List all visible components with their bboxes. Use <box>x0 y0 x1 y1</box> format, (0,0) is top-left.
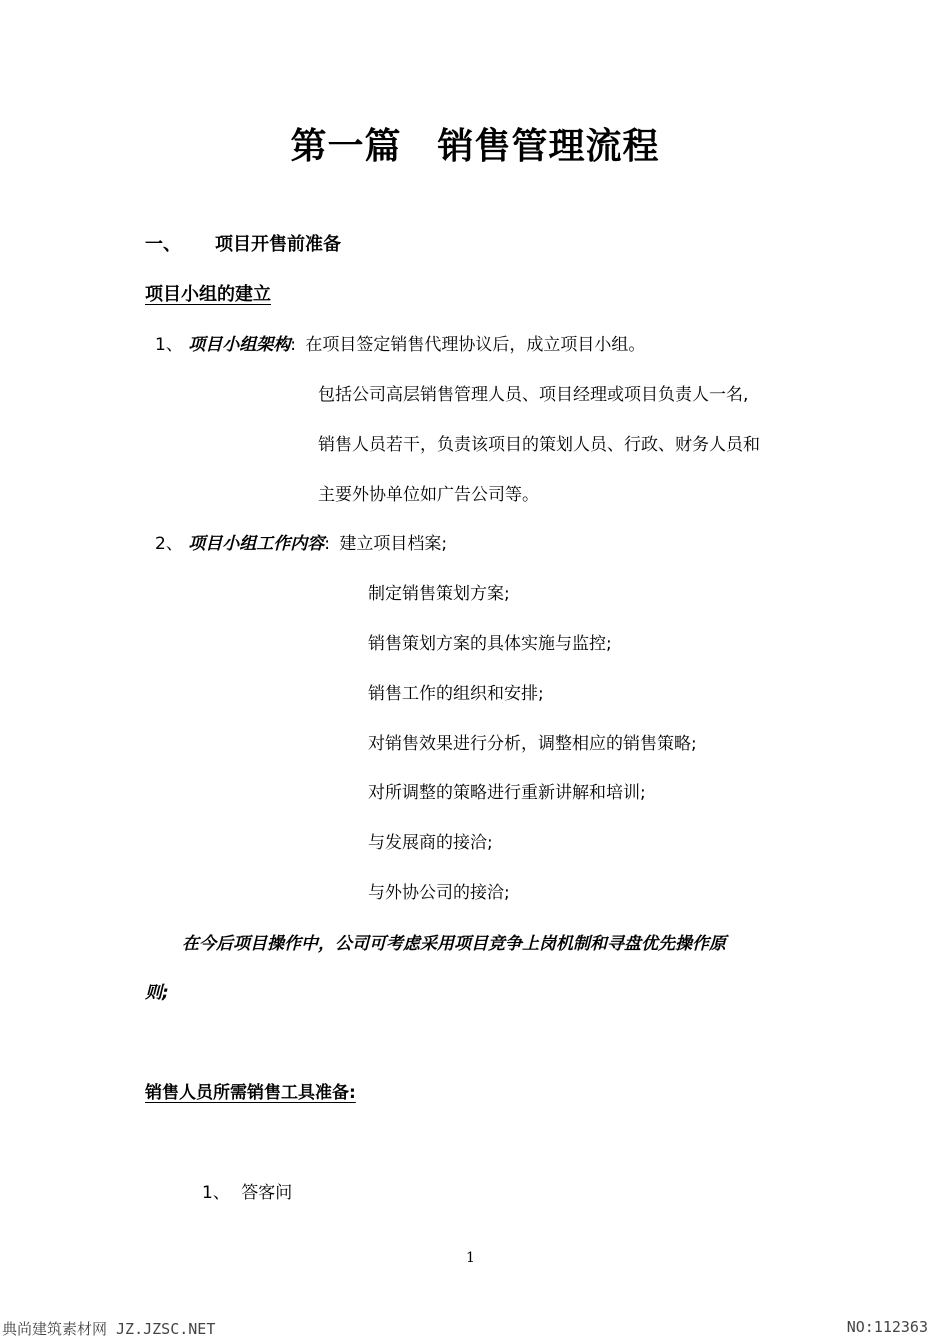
item2-line-4: 对销售效果进行分析，调整相应的销售策略; <box>368 734 697 754</box>
item2-row <box>155 529 447 554</box>
item2-line-3: 销售工作的组织和安排; <box>368 684 544 704</box>
section-number: 一、 <box>145 234 181 255</box>
item1-text: 在项目签定销售代理协议后，成立项目小组。 <box>305 335 646 355</box>
item2-line-1: 制定销售策划方案; <box>368 584 510 604</box>
footer-watermark-right: NO:112363 <box>846 1318 928 1336</box>
page-number: 1 <box>466 1250 475 1266</box>
item1-line-1: 包括公司高层销售管理人员、项目经理或项目负责人一名, <box>318 385 749 405</box>
item2-colon: : <box>324 534 330 554</box>
item1-label: 项目小组架构 <box>188 335 291 355</box>
title-part-2: 销售管理流程 <box>437 126 660 167</box>
item2-line-2: 销售策划方案的具体实施与监控; <box>368 634 612 654</box>
note-line-1: 在今后项目操作中，公司可考虑采用项目竞争上岗机制和寻盘优先操作原 <box>182 934 726 954</box>
section-heading: 项目开售前准备 <box>215 234 341 255</box>
item1-colon: : <box>290 335 296 355</box>
item1-row <box>155 330 645 355</box>
item2-number: 2、 <box>155 534 183 554</box>
tool1-number: 1、 <box>202 1183 230 1203</box>
subheading-project-team: 项目小组的建立 <box>145 284 271 305</box>
item2-line-5: 对所调整的策略进行重新讲解和培训; <box>368 783 646 803</box>
item1-number: 1、 <box>155 335 183 355</box>
note-line-2: 则; <box>145 983 169 1003</box>
item1-line-2: 销售人员若干，负责该项目的策划人员、行政、财务人员和 <box>318 435 760 455</box>
title-part-1: 第一篇 <box>290 126 402 167</box>
page-title <box>0 118 950 169</box>
footer-watermark-left: 典尚建筑素材网 JZ.JZSC.NET <box>2 1320 216 1338</box>
item2-label: 项目小组工作内容 <box>188 534 325 554</box>
subheading-sales-tools: 销售人员所需销售工具准备: <box>145 1083 356 1103</box>
tool1-row <box>202 1178 292 1203</box>
item1-line-3: 主要外协单位如广告公司等。 <box>318 485 539 505</box>
tool1-text: 答客问 <box>241 1183 293 1203</box>
item2-line-6: 与发展商的接洽; <box>368 833 493 853</box>
item2-line-7: 与外协公司的接洽; <box>368 883 510 903</box>
item2-text: 建立项目档案; <box>339 534 448 554</box>
